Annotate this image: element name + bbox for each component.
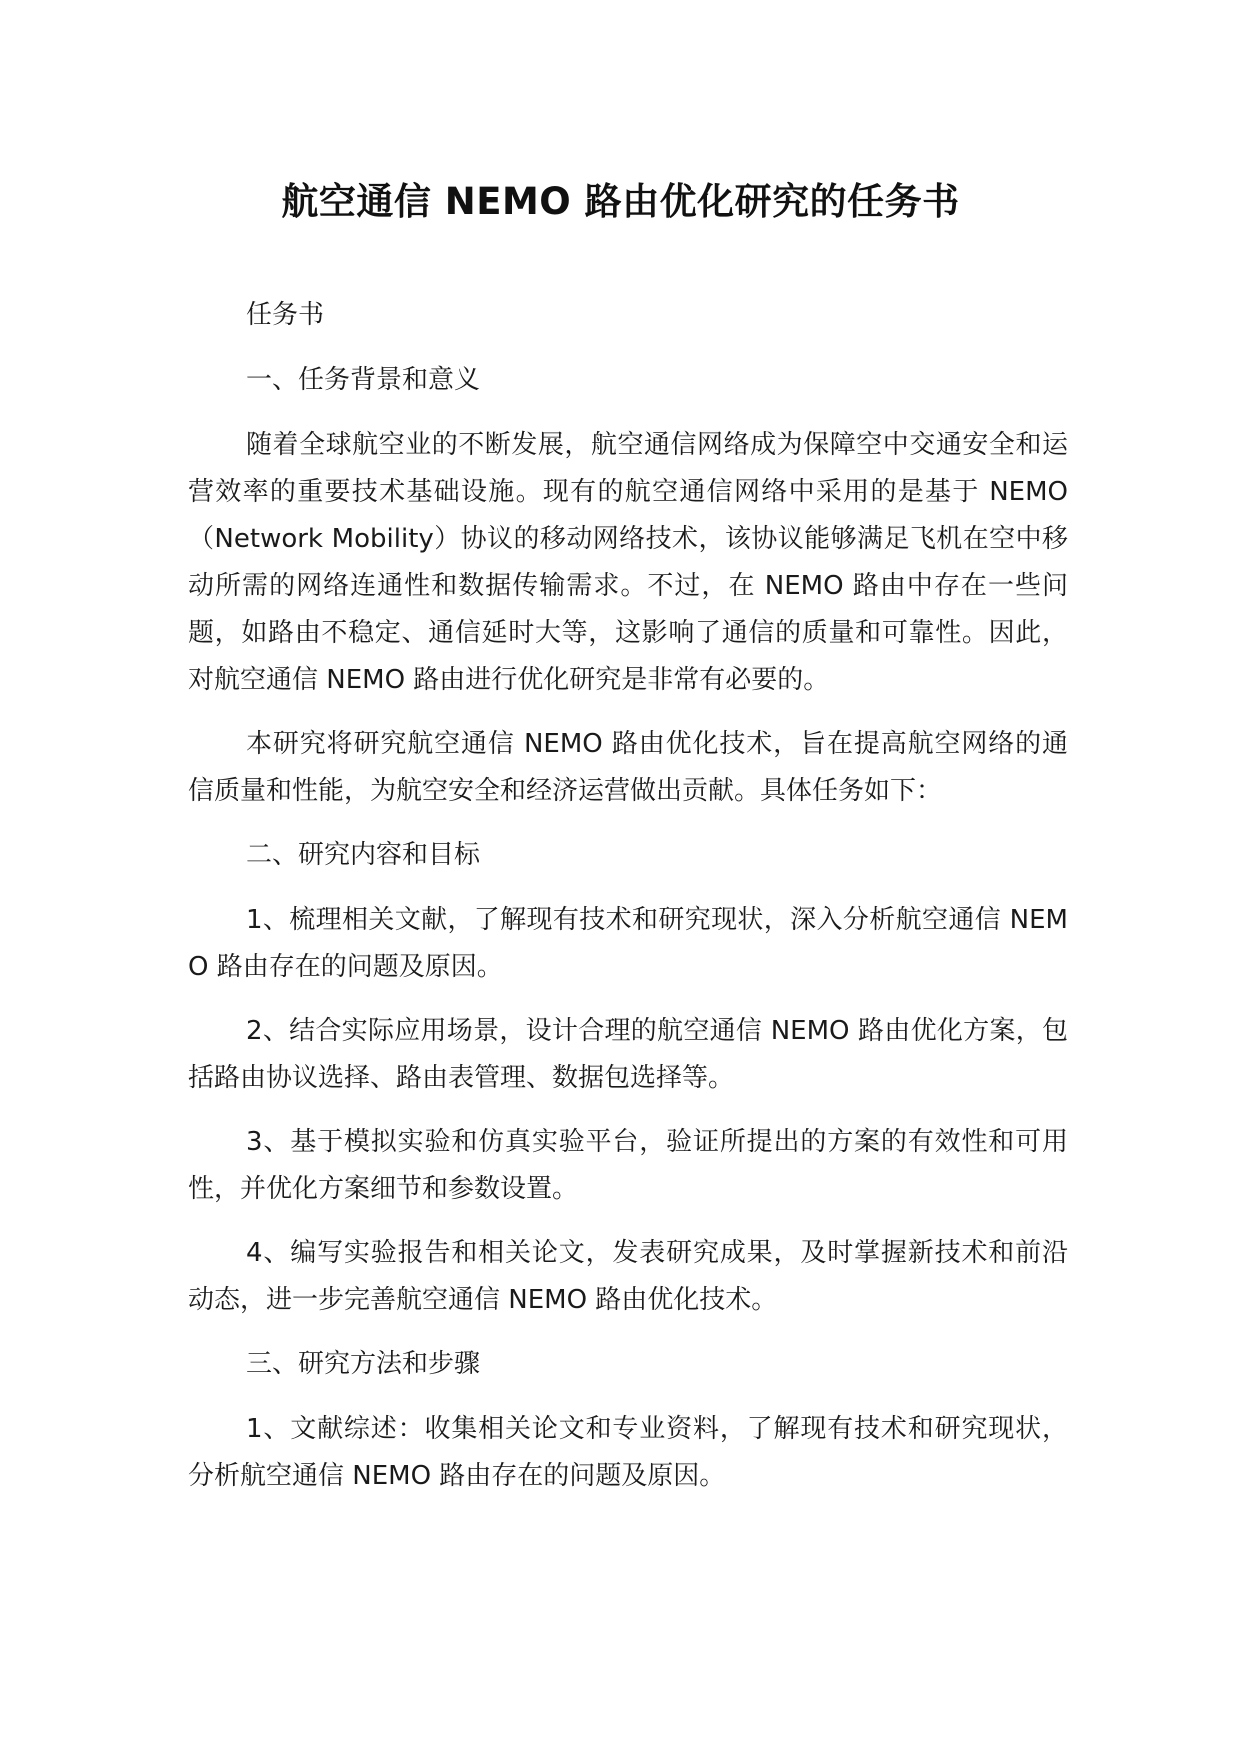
list-item-3: 3、基于模拟实验和仿真实验平台，验证所提出的方案的有效性和可用性，并优化方案细节和参数设置。	[188, 1127, 1068, 1204]
paragraph-background: 随着全球航空业的不断发展，航空通信网络成为保障空中交通安全和运营效率的重要技术基础设施。现有的航空通信网络中采用的是基于 NEMO（Network Mobility）协议的移动网络技术，该协议能够满足飞机在空中移动所需的网络连通性和数据传输需求。不过，在 NEMO 路由中存在一些问题，如路由不稳定、通信延时大等，这影响了通信的质量和可靠性。因此，对航空通信 NEMO 路由进行优化研究是非常有必要的。	[188, 430, 1068, 695]
method-item-1: 1、文献综述：收集相关论文和专业资料，了解现有技术和研究现状，分析航空通信 NEMO 路由存在的问题及原因。	[188, 1414, 1068, 1491]
section-heading-content: 二、研究内容和目标	[246, 840, 481, 870]
list-item-4: 4、编写实验报告和相关论文，发表研究成果，及时掌握新技术和前沿动态，进一步完善航空通信 NEMO 路由优化技术。	[188, 1238, 1068, 1315]
document-title: 航空通信 NEMO 路由优化研究的任务书	[281, 180, 960, 223]
list-item-1: 1、梳理相关文献，了解现有技术和研究现状，深入分析航空通信 NEMO 路由存在的问题及原因。	[188, 905, 1068, 982]
list-item-2: 2、结合实际应用场景，设计合理的航空通信 NEMO 路由优化方案，包括路由协议选择、路由表管理、数据包选择等。	[188, 1016, 1068, 1093]
document-body	[188, 292, 1068, 1517]
paragraph-research-goal: 本研究将研究航空通信 NEMO 路由优化技术，旨在提高航空网络的通信质量和性能，为航空安全和经济运营做出贡献。具体任务如下：	[188, 729, 1068, 806]
section-heading-background: 一、任务背景和意义	[246, 365, 481, 395]
section-label-task-book: 任务书	[246, 300, 325, 330]
section-heading-methods: 三、研究方法和步骤	[246, 1349, 481, 1379]
